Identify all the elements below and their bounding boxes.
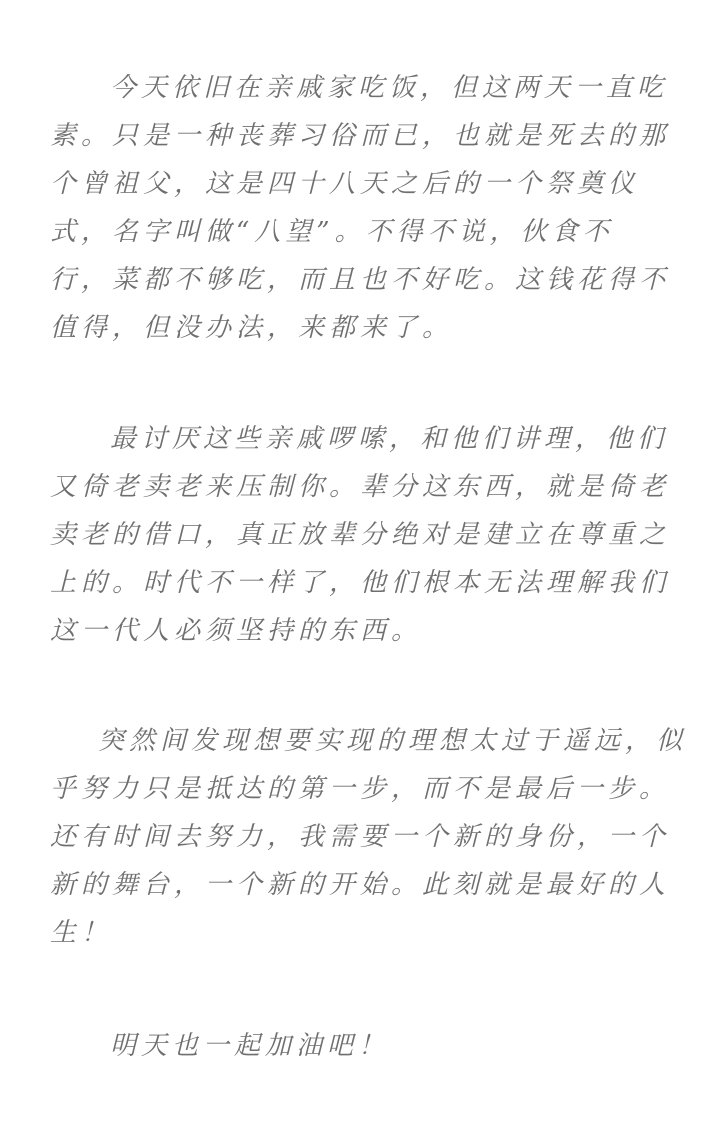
paragraph-1 [50, 64, 671, 352]
text-line: 又倚老卖老来压制你。辈分这东西，就是倚老 [50, 472, 671, 502]
text-line: 这一代人必须坚持的东西。 [50, 616, 423, 646]
text-line: 上的。时代不一样了，他们根本无法理解我们 [50, 568, 671, 598]
text-line: 最讨厌这些亲戚啰嗦，和他们讲理，他们 [110, 424, 669, 454]
text-line: 卖老的借口，真正放辈分绝对是建立在尊重之 [50, 520, 671, 550]
text-line: 素。只是一种丧葬习俗而已，也就是死去的那 [50, 121, 671, 151]
text-line: 值得，但没办法，来都来了。 [50, 313, 454, 343]
text-line: 明天也一起加油吧！ [110, 1031, 390, 1061]
text-line: 行，菜都不够吃，而且也不好吃。这钱花得不 [50, 265, 671, 295]
paragraph-4 [50, 1022, 660, 1070]
text-line: 突然间发现想要实现的理想太过于遥远，似 [98, 726, 688, 756]
text-line: 式，名字叫做“八望”。不得不说，伙食不 [50, 217, 614, 247]
paragraph-2 [50, 415, 671, 655]
text-line: 还有时间去努力，我需要一个新的身份，一个 [50, 822, 671, 852]
text-line: 乎努力只是抵达的第一步，而不是最后一步。 [50, 774, 671, 804]
text-line: 个曾祖父，这是四十八天之后的一个祭奠仪 [50, 169, 640, 199]
text-line: 生！ [50, 918, 113, 948]
text-line: 新的舞台，一个新的开始。此刻就是最好的人 [50, 870, 671, 900]
paragraph-3 [50, 717, 688, 957]
text-line: 今天依旧在亲戚家吃饭，但这两天一直吃 [110, 73, 669, 103]
